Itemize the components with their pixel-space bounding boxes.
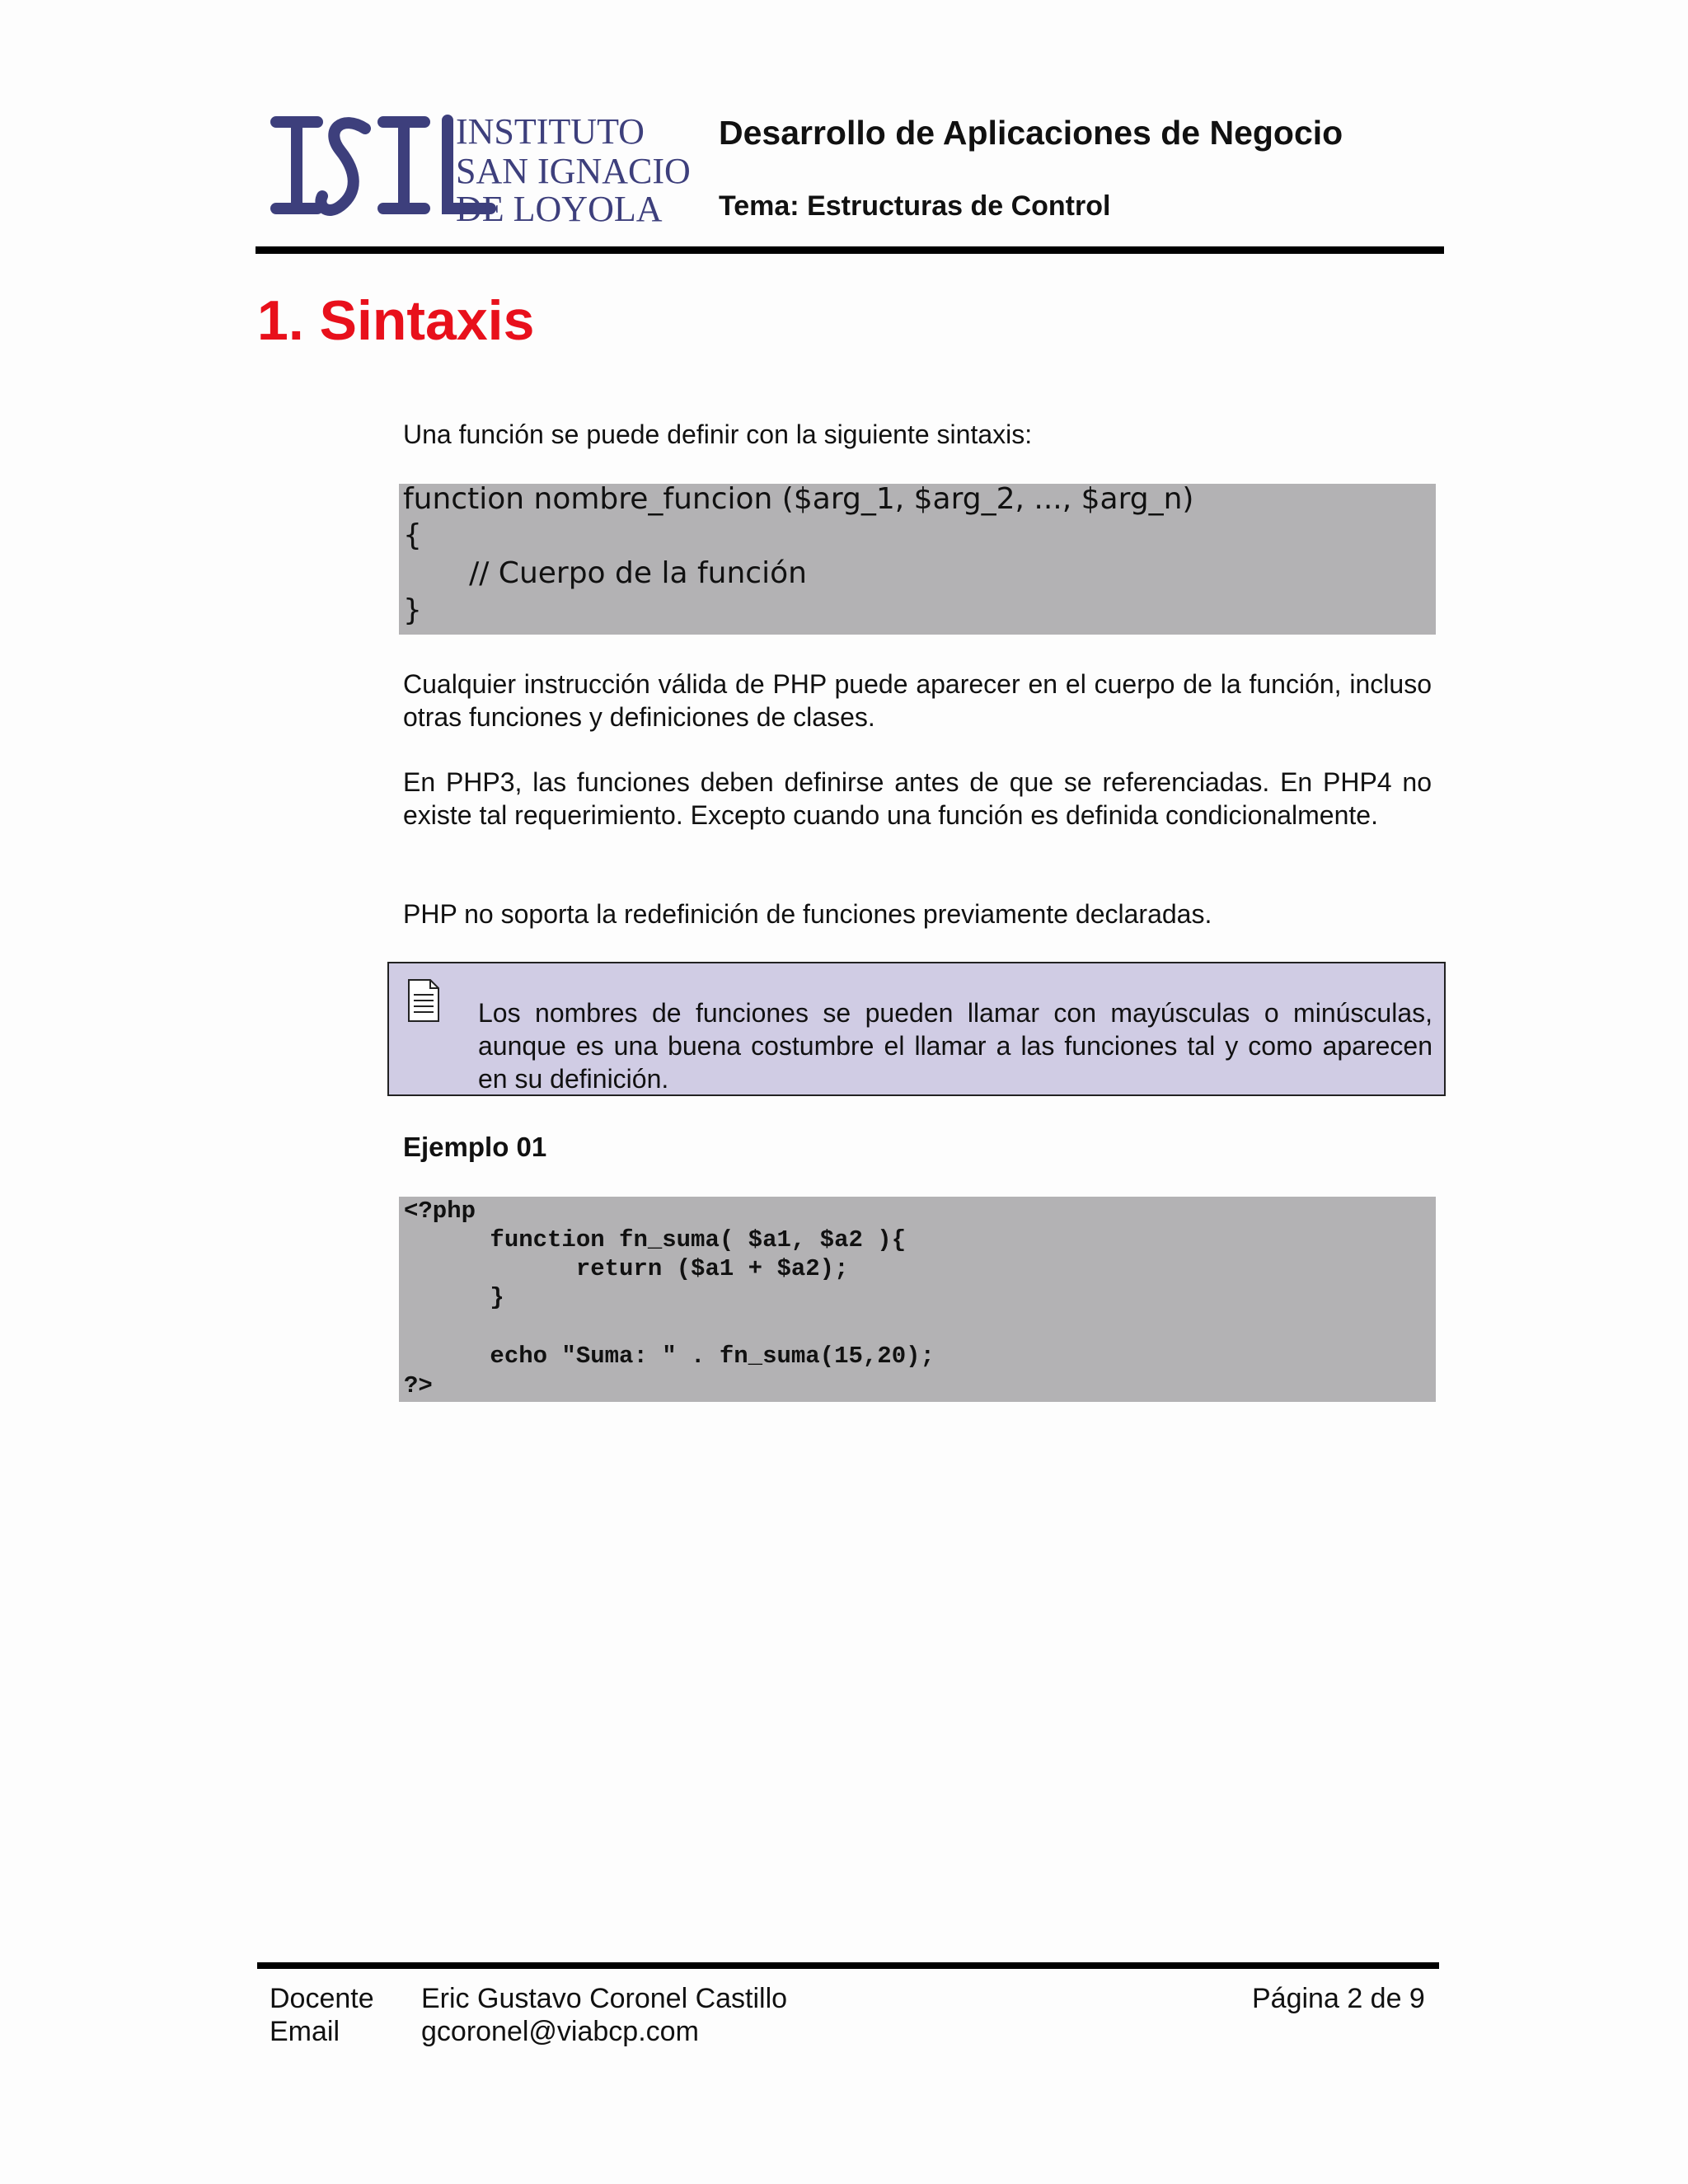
paragraph: En PHP3, las funciones deben definirse antes de que se referenciadas. En PHP4 no existe tal requerimiento. Excepto cuando una función es definida condicionalmente. bbox=[403, 767, 1432, 830]
code-line: } bbox=[403, 593, 422, 627]
code-line: ?> bbox=[404, 1372, 433, 1399]
docente-label: Docente bbox=[270, 1983, 374, 2014]
code-line: { bbox=[403, 518, 422, 552]
logo-line-3: DE LOYOLA bbox=[456, 189, 663, 229]
course-title: Desarrollo de Aplicaciones de Negocio bbox=[719, 114, 1343, 152]
topic-subtitle: Tema: Estructuras de Control bbox=[719, 190, 1111, 222]
logo-line-1: INSTITUTO bbox=[456, 111, 645, 152]
page-number: Página 2 de 9 bbox=[1252, 1983, 1425, 2014]
code-line: // Cuerpo de la función bbox=[403, 556, 807, 590]
note-box bbox=[387, 962, 1446, 1096]
syntax-code-block bbox=[399, 484, 1436, 635]
code-line: function nombre_funcion ($arg_1, $arg_2, ..., $arg_n) bbox=[403, 482, 1194, 516]
note-text: Los nombres de funciones se pueden llamar con mayúsculas o minúsculas, aunque es una buena costumbre el llamar a las funciones tal y como aparecen en su definición. bbox=[478, 998, 1432, 1094]
email-label: Email bbox=[270, 2016, 340, 2047]
logo-line-2: SAN IGNACIO bbox=[456, 151, 691, 191]
footer-divider bbox=[257, 1962, 1439, 1969]
institute-logo bbox=[268, 105, 696, 229]
email-address[interactable]: gcoronel@viabcp.com bbox=[421, 2016, 699, 2047]
paragraph: PHP no soporta la redefinición de funciones previamente declaradas. bbox=[403, 899, 1212, 929]
intro-paragraph: Una función se puede definir con la siguiente sintaxis: bbox=[403, 419, 1033, 449]
code-line: function fn_suma( $a1, $a2 ){ bbox=[404, 1226, 907, 1254]
code-line: <?php bbox=[404, 1197, 476, 1225]
example-code-block bbox=[399, 1197, 1436, 1402]
code-line: echo "Suma: " . fn_suma(15,20); bbox=[404, 1343, 935, 1370]
code-line: return ($a1 + $a2); bbox=[404, 1255, 849, 1282]
example-heading: Ejemplo 01 bbox=[403, 1132, 547, 1162]
section-heading: 1. Sintaxis bbox=[257, 289, 535, 352]
paragraph: Cualquier instrucción válida de PHP puede aparecer en el cuerpo de la función, incluso otras funciones y definiciones de clases. bbox=[403, 669, 1432, 732]
document-note-icon bbox=[407, 978, 440, 1023]
docente-name: Eric Gustavo Coronel Castillo bbox=[421, 1983, 788, 2014]
code-line: } bbox=[404, 1284, 504, 1311]
header-divider bbox=[256, 246, 1444, 254]
